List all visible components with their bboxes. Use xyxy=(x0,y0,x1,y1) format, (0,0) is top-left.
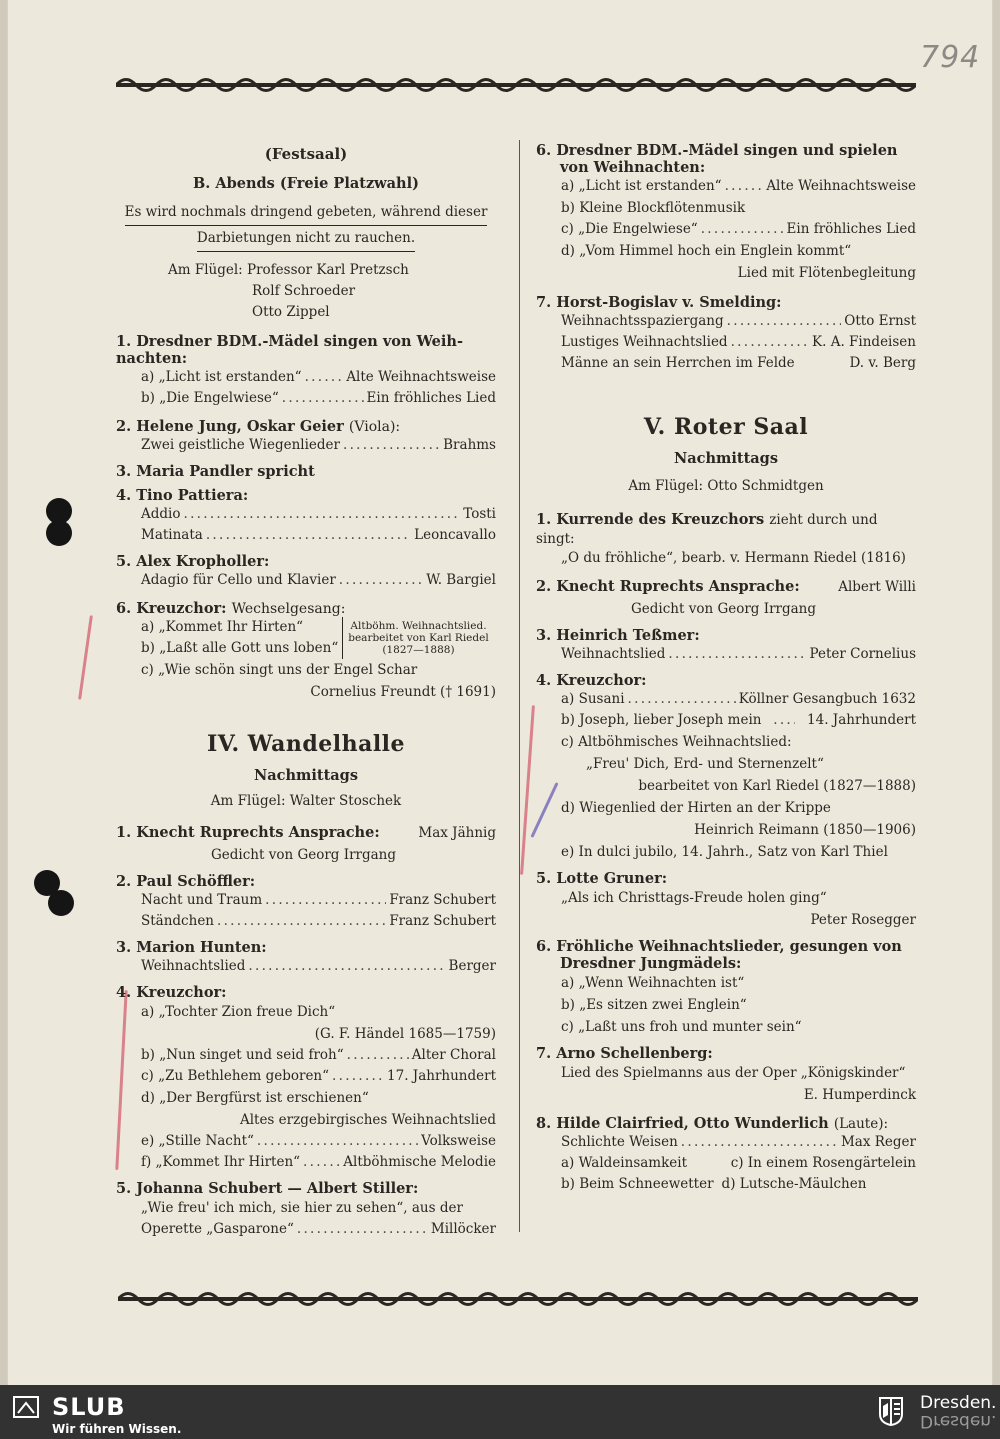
program-item: 4. Kreuzchor: a) „Tochter Zion freue Dich“ (G. F. Händel 1685—1759) b) „Nun singet und seid froh“ . . . Alter Choral c) „Zu Bethlehem geboren“ . . . 17. Jahrhundert d) „Der Bergfürst ist erschienen“ Altes erzgebirgisches Weihnachtslied e) „Stille Nacht“ . . . Volksweise f) „Kommet Ihr Hirten“ . . . Altböhmische Melodie xyxy=(116,984,496,1173)
program-item: 7. Arno Schellenberg: Lied des Spielmanns aus der Oper „Königskinder“ E. Humperdinck xyxy=(536,1045,916,1103)
section-piano: Am Flügel: Otto Schmidtgen xyxy=(628,478,824,494)
punch-hole xyxy=(46,520,72,546)
program-item: 6. Fröhliche Weihnachtslieder, gesungen von Dresdner Jungmädels: a) „Wenn Weihnachten ist“ b) „Es sitzen zwei Englein“ c) „Laßt uns froh und munter sein“ xyxy=(536,938,902,1035)
program-item: 2. Knecht Ruprechts Ansprache: Albert Willi Gedicht von Georg Irrgang xyxy=(536,578,916,617)
section-session: Nachmittags xyxy=(674,450,778,467)
program-item: 5. Johanna Schubert — Albert Stiller: „Wie freu' ich mich, sie hier zu sehen“, aus der Operette „Gasparone“ . . . Millöcker xyxy=(116,1180,496,1240)
program-item: 3. Marion Hunten: Weihnachtslied . . . Berger xyxy=(116,939,496,977)
section-title: V. Roter Saal xyxy=(643,414,809,440)
footer-bar xyxy=(0,1385,1000,1439)
program-item: 3. Maria Pandler spricht xyxy=(116,463,315,480)
handwritten-page-number: 794 xyxy=(920,40,981,75)
punch-hole xyxy=(48,890,74,916)
program-item: 5. Alex Kropholler: Adagio für Cello und Klavier . . . W. Bargiel xyxy=(116,553,496,591)
left-column xyxy=(116,145,496,1240)
program-item: 1. Knecht Ruprechts Ansprache: Max Jähnig Gedicht von Georg Irrgang xyxy=(116,824,496,863)
program-item: 5. Lotte Gruner: „Als ich Christtags-Freude holen ging“ Peter Rosegger xyxy=(536,870,916,928)
section-title: IV. Wandelhalle xyxy=(206,731,406,757)
dresden-wordmark[interactable]: Dresden. xyxy=(920,1393,997,1413)
program-item: 1. Dresdner BDM.-Mädel singen von Weih- nachten: a) „Licht ist erstanden“ . . . Alte Weihnachtsweise b) „Die Engelwiese“ . . . Ein fröhliches Lied xyxy=(116,333,496,409)
piano-accompanists: Am Flügel: Professor Karl Pretzsch Rolf Schroeder Otto Zippel xyxy=(168,262,409,320)
program-item: 7. Horst-Bogislav v. Smelding: Weihnachtsspaziergang . . . Otto Ernst Lustiges Weihnachtslied . . . K. A. Findeisen Männe an sein Herrchen im Felde D. v. Berg xyxy=(536,294,916,374)
program-item: 2. Helene Jung, Oskar Geier (Viola): Zwei geistliche Wiegenlieder . . . Brahms xyxy=(116,416,496,456)
right-column xyxy=(536,142,916,1195)
dresden-wordmark-reflection: Dresden. xyxy=(920,1411,997,1431)
program-item: 4. Tino Pattiera: Addio . . . Tosti Matinata . . . Leoncavallo xyxy=(116,487,496,546)
pen-mark xyxy=(520,705,535,875)
program-item: 4. Kreuzchor: a) Susani . . . Köllner Gesangbuch 1632 b) Joseph, lieber Joseph mein . . . 14. Jahrhundert c) Altböhmisches Weihnachtslied: „Freu' Dich, Erd- und Sternenzelt“ bearbeitet von Karl Riedel (1827—1888) d) Wiegenlied der Hirten an der Krippe Heinrich Reimann (1850—1906) e) In dulci jubilo, 14. Jahrh., Satz von Karl Thiel xyxy=(536,672,916,863)
section-session: Nachmittags xyxy=(254,767,358,784)
top-ornament-border xyxy=(116,74,916,96)
slub-logo-icon xyxy=(12,1395,40,1419)
hall-heading: (Festsaal) xyxy=(264,145,348,163)
slub-brand[interactable]: SLUB xyxy=(52,1393,126,1421)
program-item: 3. Heinrich Teßmer: Weihnachtslied . . . Peter Cornelius xyxy=(536,627,916,665)
document-page xyxy=(8,0,992,1385)
program-item: 6. Dresdner BDM.-Mädel singen und spielen von Weihnachten: a) „Licht ist erstanden“ . . . Alte Weihnachtsweise b) Kleine Blockflötenmusik c) „Die Engelwiese“ . . . Ein fröhliches Lied d) „Vom Himmel hoch ein Englein kommt“ Lied mit Flötenbegleitung xyxy=(536,142,916,284)
session-heading: B. Abends (Freie Platzwahl) xyxy=(193,175,419,192)
pen-mark xyxy=(78,615,93,700)
program-item: 8. Hilde Clairfried, Otto Wunderlich (Laute): Schlichte Weisen . . . Max Reger a) Waldeinsamkeit c) In einem Rosengärtelein b) Beim Schneewetter d) Lutsche-Mäulchen xyxy=(536,1113,916,1195)
smoking-notice: Es wird nochmals dringend gebeten, während dieser Darbietungen nicht zu rauchen. xyxy=(116,200,496,252)
slub-tagline: Wir führen Wissen. xyxy=(52,1422,182,1436)
column-divider xyxy=(519,140,520,1232)
bottom-ornament-border xyxy=(118,1288,918,1310)
program-item: 1. Kurrende des Kreuzchors zieht durch und singt: „O du fröhliche“, bearb. v. Hermann Riedel (1816) xyxy=(536,511,906,566)
section-piano: Am Flügel: Walter Stoschek xyxy=(210,793,402,809)
dresden-crest-icon xyxy=(878,1396,904,1426)
program-item: 6. Kreuzchor: Wechselgesang: a) „Kommet Ihr Hirten“ b) „Laßt alle Gott uns loben“ Altböhm. Weihnachtslied. bearbeitet von Karl Riedel (1827—1888) c) „Wie schön singt uns der Engel Schar Cornelius Freundt († 1691) xyxy=(116,600,496,700)
program-item: 2. Paul Schöffler: Nacht und Traum . . . Franz Schubert Ständchen . . . Franz Schubert xyxy=(116,873,496,932)
